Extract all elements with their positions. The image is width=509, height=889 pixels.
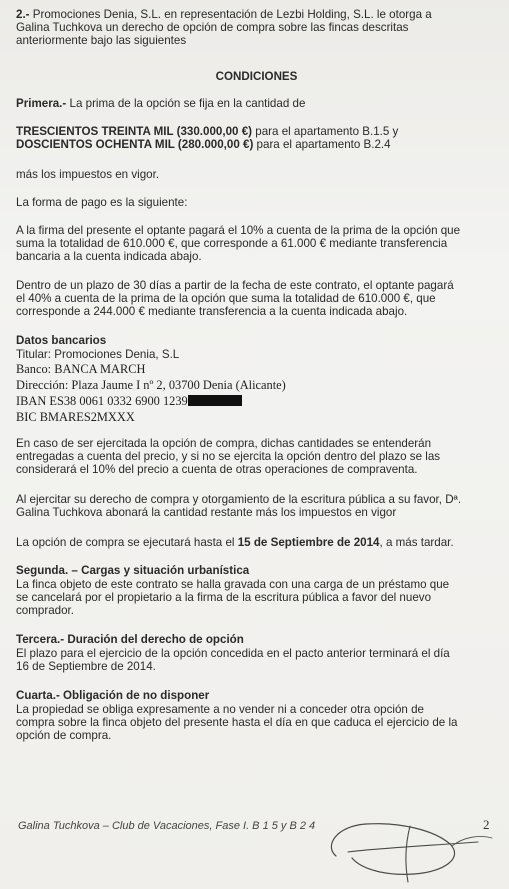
exercise-line-3: considerará el 10% del precio a cuenta de otras operaciones de compraventa. [16,463,418,476]
cuarta-line-1: La propiedad se obliga expresamente a no vender ni a conceder otra opción de [16,703,424,716]
amount-2: DOSCIENTOS OCHENTA MIL (280.000,00 €) [16,138,254,151]
tercera-line-1: El plazo para el ejercicio de la opción concedida en el pacto anterior terminará el día [16,647,450,660]
bank-title-text: Datos bancarios [16,334,107,347]
deed-paragraph [16,493,497,519]
apartment-2: para el apartamento B.2.4 [256,138,391,151]
cuarta-title [16,689,497,702]
iban-text: IBAN ES38 0061 0332 6900 1239 [16,394,188,408]
cuarta-line-2: compra sobre la finca objeto del presente hasta el día en que caduca el ejercicio de la [16,716,458,729]
taxes-line: más los impuestos en vigor. [16,168,160,181]
payment-2-line-2: el 40% a cuenta de la prima de la opción que suma la totalidad de 610.000 €, que [16,292,436,305]
payment-1 [16,224,497,263]
segunda-line-2: se cancelará por el propietario a la firma de la escritura pública a favor del nuevo [16,591,432,604]
footer-text: Galina Tuchkova – Club de Vacaciones, Fase I. B 1 5 y B 2 4 [18,820,316,832]
deadline-post: , a más tardar. [379,536,454,549]
handwritten-signature [318,808,498,886]
exercise-paragraph [16,437,497,476]
amount-1: TRESCIENTOS TREINTA MIL (330.000,00 €) [16,125,253,138]
payment-2 [16,279,497,318]
intro-line-1: Promociones Denia, S.L. en representación de Lezbi Holding, S.L. le otorga a [32,8,432,21]
tercera-title [16,633,497,646]
cuarta-body [16,703,497,742]
deadline-pre: La opción de compra se ejecutará hasta el [16,536,235,549]
bank-name: Banco: BANCA MARCH [16,362,146,376]
deed-line-2: Galina Tuchkova abonará la cantidad restante más los impuestos en vigor [16,506,397,519]
deed-line-1: Al ejercitar su derecho de compra y otorgamiento de la escritura pública a su favor, Dª. [16,493,462,506]
primera-text: La prima de la opción se fija en la cantidad de [69,97,306,110]
payment-2-line-1: Dentro de un plazo de 30 días a partir de la fecha de este contrato, el optante pagará [16,279,454,292]
intro-line-2: Galina Tuchkova un derecho de opción de compra sobre las fincas descritas [16,21,409,34]
payment-1-line-3: bancaria a la cuenta indicada abajo. [16,250,202,263]
cuarta-title-text: Cuarta.- Obligación de no disponer [16,689,210,702]
exercise-line-1: En caso de ser ejercitada la opción de compra, dichas cantidades se entenderán [16,437,432,450]
tercera-line-2: 16 de Septiembre de 2014. [16,660,156,673]
amounts-block [16,125,497,151]
exercise-line-2: entregadas a cuenta del precio, y si no se ejercita la opción dentro del plazo se las [16,450,441,463]
payment-2-line-3: corresponde a 244.000 € mediante transferencia a la cuenta indicada abajo. [16,305,408,318]
bank-iban [16,394,497,408]
segunda-body [16,578,497,617]
section-heading [16,70,497,83]
bank-holder: Titular: Promociones Denia, S.L [16,348,180,361]
intro-line-3: anteriormente bajo las siguientes [16,34,187,47]
deadline-date: 15 de Septiembre de 2014 [237,536,380,549]
apartment-1: para el apartamento B.1.5 y [255,125,399,138]
intro-number: 2.- [16,8,30,21]
segunda-title-text: Segunda. – Cargas y situación urbanística [16,564,250,577]
segunda-line-1: La finca objeto de este contrato se halla gravada con una carga de un préstamo que [16,578,450,591]
payment-intro: La forma de pago es la siguiente: [16,196,188,209]
intro-paragraph [16,8,497,47]
segunda-title [16,564,497,577]
bank-address: Dirección: Plaza Jaume I nº 2, 03700 Denia (Alicante) [16,378,286,392]
redaction-bar [188,395,242,406]
segunda-line-3: comprador. [16,604,74,617]
cuarta-line-3: opción de compra. [16,729,112,742]
deadline-paragraph [16,536,497,549]
bank-title [16,334,497,347]
payment-1-line-1: A la firma del presente el optante pagará el 10% a cuenta de la prima de la opción que [16,224,461,237]
conditions-heading: CONDICIONES [215,70,298,83]
payment-1-line-2: suma la totalidad de 610.000 €, que corresponde a 61.000 € mediante transferencia [16,237,448,250]
primera-paragraph [16,97,497,110]
primera-label: Primera.- [16,97,67,110]
tercera-body [16,647,497,673]
tercera-title-text: Tercera.- Duración del derecho de opción [16,633,244,646]
page-number: 2 [483,817,490,832]
bank-bic: BIC BMARES2MXXX [16,410,135,424]
